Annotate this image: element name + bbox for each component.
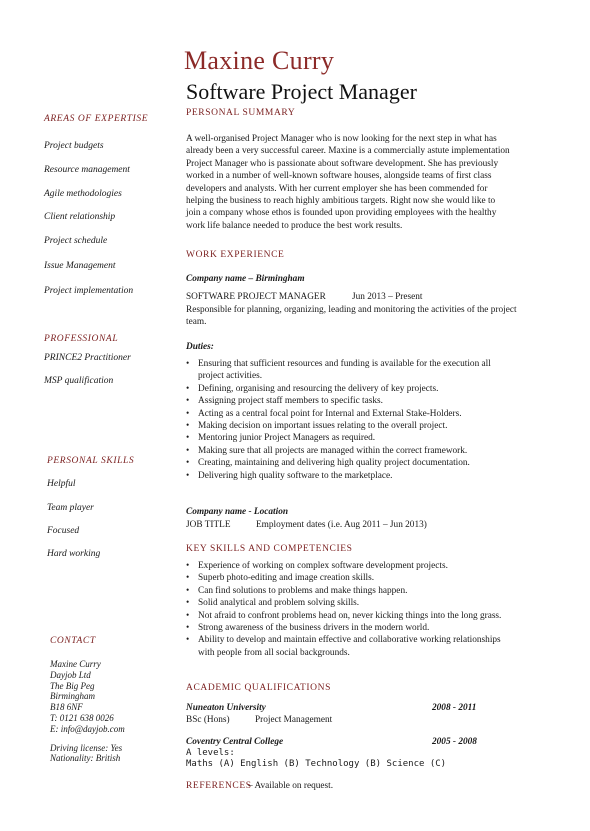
summary-line: developers and analysts. With her current employer she has been commended for xyxy=(186,183,488,194)
sidebar xyxy=(44,0,174,831)
job2-company: Company name - Location xyxy=(186,507,289,517)
skill-item: • Can find solutions to problems and make things happen. xyxy=(186,585,526,597)
contact-line: The Big Peg xyxy=(50,680,95,691)
summary-text xyxy=(186,133,526,232)
job1-role: SOFTWARE PROJECT MANAGER xyxy=(186,292,326,302)
driving-license: Driving license: Yes xyxy=(50,742,123,753)
candidate-name: Maxine Curry xyxy=(184,46,335,75)
expertise-item: Resource management xyxy=(44,165,130,175)
references-text: – Available on request. xyxy=(248,781,334,791)
expertise-item: Agile methodologies xyxy=(44,189,122,199)
contact-phone: T: 0121 638 0026 xyxy=(50,712,114,723)
duty-item: • Mentoring junior Project Managers as required. xyxy=(186,432,526,444)
skill-item: • Not afraid to confront problems head on, never kicking things into the long grass. xyxy=(186,610,526,622)
duty-item: • Delivering high quality software to the marketplace. xyxy=(186,470,526,482)
personal-skill-item: Team player xyxy=(47,503,94,513)
references-heading: REFERENCES xyxy=(186,781,252,791)
job1-description-line: Responsible for planning, organizing, leading and monitoring the activities of the project xyxy=(186,305,517,315)
personal-skill-item: Hard working xyxy=(47,549,101,559)
summary-line: work life balance needed to produce the best work results. xyxy=(186,220,403,231)
expertise-item: Project implementation xyxy=(44,286,134,296)
contact-line: Dayjob Ltd xyxy=(50,669,91,680)
a-levels-label: A levels: xyxy=(186,748,235,758)
university-dates: 2008 - 2011 xyxy=(432,703,477,713)
job1-description xyxy=(186,304,526,329)
duty-item: • Acting as a central focal point for Internal and External Stake-Holders. xyxy=(186,408,526,420)
experience-heading: WORK EXPERIENCE xyxy=(186,250,285,260)
expertise-item: Issue Management xyxy=(44,261,116,271)
summary-line: Project Manager who is passionate about software development. She has previously xyxy=(186,158,499,169)
skills-heading: KEY SKILLS AND COMPETENCIES xyxy=(186,544,353,554)
professional-item: MSP qualification xyxy=(44,376,114,386)
expertise-heading: AREAS OF EXPERTISE xyxy=(44,114,149,124)
college-name: Coventry Central College xyxy=(186,737,284,747)
expertise-item: Project budgets xyxy=(44,141,104,151)
skill-item-continued: with people from all social backgrounds. xyxy=(198,647,350,658)
skill-item: • Strong awareness of the business drivers in the modern world. xyxy=(186,622,526,634)
summary-line: worked in a number of well-known software houses, alongside teams of first class xyxy=(186,171,492,182)
personal-skill-item: Focused xyxy=(47,526,80,536)
summary-line: A well-organised Project Manager who is now looking for the next step in what has xyxy=(186,134,497,144)
duty-item: • Making sure that all projects are managed within the correct framework. xyxy=(186,445,526,457)
job1-dates: Jun 2013 – Present xyxy=(352,292,423,302)
duty-item: • Creating, maintaining and delivering high quality project documentation. xyxy=(186,457,526,469)
college-dates: 2005 - 2008 xyxy=(432,737,477,747)
contact-email[interactable]: E: info@dayjob.com xyxy=(50,723,125,734)
skill-item: • Experience of working on complex software development projects. xyxy=(186,560,526,572)
job2-dates: Employment dates (i.e. Aug 2011 – Jun 2013) xyxy=(256,520,427,530)
job1-company: Company name – Birmingham xyxy=(186,274,305,284)
skill-item: • Solid analytical and problem solving skills. xyxy=(186,597,526,609)
degree-subject: Project Management xyxy=(255,715,333,725)
duty-item-continued: project activities. xyxy=(198,371,263,382)
skill-item: • Superb photo-editing and image creation skills. xyxy=(186,572,526,584)
duty-item: • Ensuring that sufficient resources and funding is available for the execution all xyxy=(186,358,526,370)
contact-block xyxy=(50,659,125,764)
personal-skill-item: Helpful xyxy=(47,479,76,489)
expertise-item: Client relationship xyxy=(44,212,116,222)
summary-heading: PERSONAL SUMMARY xyxy=(186,108,296,118)
contact-line: Birmingham xyxy=(50,691,95,702)
professional-heading: PROFESSIONAL xyxy=(44,334,119,344)
skill-item: • Ability to develop and maintain effective and collaborative working relationships xyxy=(186,634,526,646)
nationality: Nationality: British xyxy=(50,753,121,764)
expertise-item: Project schedule xyxy=(44,236,108,246)
duties-label: Duties: xyxy=(186,342,214,352)
summary-line: already been a very successful career. Maxine is a commercially astute implementation xyxy=(186,146,510,157)
duty-item: • Making decision on important issues relating to the overall project. xyxy=(186,420,526,432)
personal-skills-heading: PERSONAL SKILLS xyxy=(47,456,135,466)
academic-heading: ACADEMIC QUALIFICATIONS xyxy=(186,683,331,693)
contact-line: B18 6NF xyxy=(50,702,83,713)
contact-heading: CONTACT xyxy=(50,636,96,646)
a-levels-results: Maths (A) English (B) Technology (B) Science (C) xyxy=(186,759,447,769)
duty-item: • Assigning project staff members to specific tasks. xyxy=(186,395,526,407)
summary-line: join a company whose ethos is founded upon providing employees with the healthy xyxy=(186,208,497,219)
professional-item: PRINCE2 Practitioner xyxy=(44,353,131,363)
degree: BSc (Hons) xyxy=(186,715,230,725)
job2-role: JOB TITLE xyxy=(186,520,231,530)
summary-line: helping the business to reach highly ambitious targets. Right now she would like to xyxy=(186,196,496,207)
job-title: Software Project Manager xyxy=(186,79,417,104)
skills-list xyxy=(186,560,526,659)
duties-list xyxy=(186,358,526,482)
duty-item: • Defining, organising and resourcing the delivery of key projects. xyxy=(186,383,526,395)
job1-description-line: team. xyxy=(186,317,207,328)
contact-line: Maxine Curry xyxy=(50,659,101,669)
university-name: Nuneaton University xyxy=(186,703,266,713)
